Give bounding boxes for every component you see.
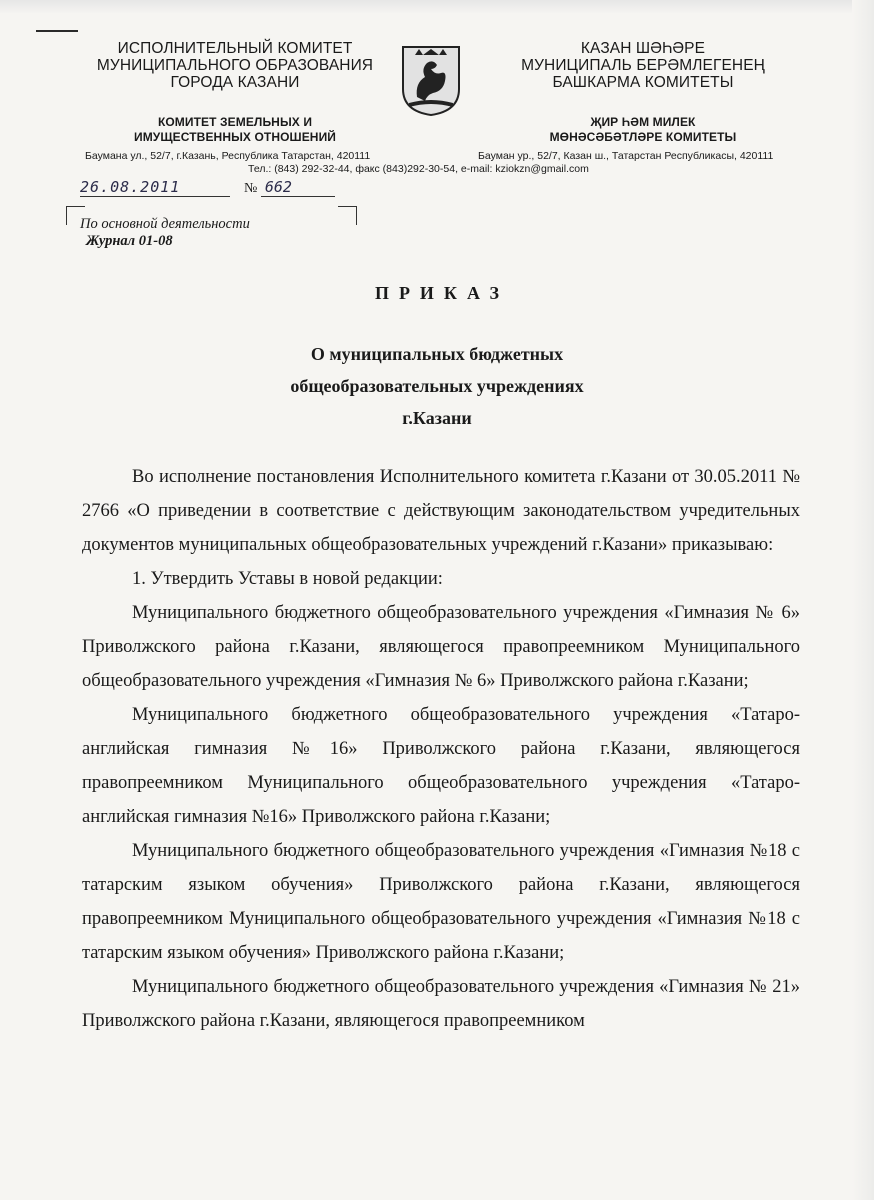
routing-line: По основной деятельности: [80, 216, 250, 232]
header-ru-line: ГОРОДА КАЗАНИ: [170, 74, 300, 91]
header-ru: [70, 40, 400, 145]
header-tt-committee-line: МӨНӘСӘБӘТЛӘРЕ КОМИТЕТЫ: [549, 130, 737, 144]
body-paragraph: Муниципального бюджетного общеобразовательного учреждения «Гимназия № 21» Приволжского района г.Казани, являющегося правопреемником: [82, 977, 800, 1031]
subject-line: общеобразовательных учреждениях: [290, 376, 584, 396]
order-date-number: [80, 178, 335, 197]
header-ru-line: МУНИЦИПАЛЬНОГО ОБРАЗОВАНИЯ: [96, 57, 374, 74]
header-tt-line: МУНИЦИПАЛЬ БЕРӘМЛЕГЕНЕҢ: [521, 57, 765, 74]
header-ru-line: ИСПОЛНИТЕЛЬНЫЙ КОМИТЕТ: [117, 40, 353, 57]
contacts: Тел.: (843) 292-32-44, факс (843)292-30-54, e-mail: kziokzn@gmail.com: [248, 163, 589, 175]
body-paragraph: Муниципального бюджетного общеобразовательного учреждения «Татаро-английская гимназия №16» Приволжского района г.Казани, являющегося правопреемником Муниципального общеобразовательного учреждения «Татаро-английская гимназия №16» Приволжского района г.Казани;: [82, 705, 800, 827]
address-ru: Баумана ул., 52/7, г.Казань, Республика Татарстан, 420111: [85, 150, 371, 162]
header-tt: [478, 40, 808, 145]
header-ru-committee: [70, 115, 400, 145]
body-paragraph: Муниципального бюджетного общеобразовательного учреждения «Гимназия №18 с татарским языком обучения» Приволжского района г.Казани, являющегося правопреемником Муниципального общеобразовательного учреждения «Гимназия №18 с татарским языком обучения» Приволжского района г.Казани;: [82, 841, 800, 963]
header-tt-committee: [478, 115, 808, 145]
body-paragraph: 1. Утвердить Уставы в новой редакции:: [132, 569, 443, 589]
document-title: ПРИКАЗ: [374, 283, 510, 303]
address-tt: Бауман ур., 52/7, Казан ш., Татарстан Республикасы, 420111: [478, 150, 774, 162]
order-number: 662: [261, 178, 335, 197]
scan-mark: [36, 30, 78, 32]
header-ru-committee-line: КОМИТЕТ ЗЕМЕЛЬНЫХ И: [157, 115, 313, 129]
header-tt-line: БАШКАРМА КОМИТЕТЫ: [552, 74, 734, 91]
document-subject: [0, 338, 874, 434]
address-bracket-right: [338, 206, 357, 225]
body-paragraph: Во исполнение постановления Исполнительного комитета г.Казани от 30.05.2011 № 2766 «О приведении в соответствие с действующим законодательством учредительных документов муниципальных общеобразовательных учреждений г.Казани» приказываю:: [82, 467, 800, 555]
journal-line: Журнал 01-08: [86, 233, 173, 249]
header-tt-line: КАЗАН ШӘҺӘРЕ: [580, 40, 706, 57]
order-number-label: №: [244, 181, 258, 196]
page-edge-right: [852, 0, 874, 1200]
routing-note: [80, 216, 250, 250]
subject-line: г.Казани: [402, 408, 472, 428]
kazan-coat-of-arms-icon: [401, 45, 461, 117]
header-ru-committee-line: ИМУЩЕСТВЕННЫХ ОТНОШЕНИЙ: [133, 130, 337, 144]
page-edge-top: [0, 0, 874, 14]
order-date: 26.08.2011: [80, 178, 230, 197]
header-tt-committee-line: ҖИР ҺӘМ МИЛЕК: [590, 115, 696, 129]
document-body: [82, 460, 800, 1038]
body-paragraph: Муниципального бюджетного общеобразовательного учреждения «Гимназия № 6» Приволжского района г.Казани, являющегося правопреемником Муниципального общеобразовательного учреждения «Гимназия № 6» Приволжского района г.Казани;: [82, 603, 800, 691]
subject-line: О муниципальных бюджетных: [310, 344, 564, 364]
